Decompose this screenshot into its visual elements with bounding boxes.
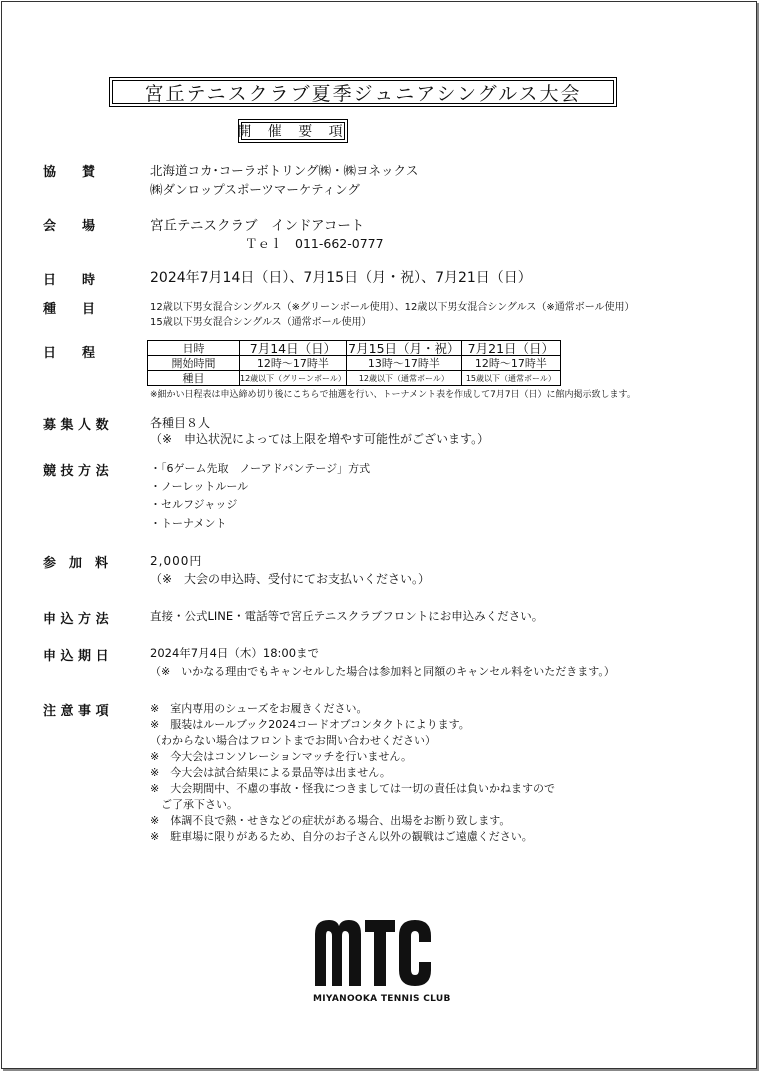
schedule-header-cell: 7月14日（日） bbox=[240, 341, 347, 356]
note-item: ※ 体調不良で熱・せきなどの症状がある場合、出場をお断り致します。 bbox=[150, 814, 511, 827]
club-logo bbox=[313, 916, 451, 1004]
format-item: ・「6ゲーム先取 ノーアドバンテージ」方式 bbox=[150, 462, 371, 475]
note-item: ※ 大会期間中、不慮の事故・怪我につきましては一切の責任は負いかねますので bbox=[150, 782, 555, 795]
apply-label: 申 込 方 法 bbox=[43, 612, 109, 627]
schedule-cell: 12時～17時半 bbox=[240, 356, 347, 371]
schedule-label: 日 程 bbox=[43, 346, 96, 361]
events-label: 種 目 bbox=[43, 302, 96, 317]
deadline-line1: 2024年7月4日（木）18:00まで bbox=[150, 646, 320, 660]
sponsor-label: 協 賛 bbox=[43, 165, 96, 180]
mtc-logo-mark bbox=[313, 916, 433, 988]
schedule-header-row bbox=[148, 341, 561, 356]
events-line2: 15歳以下男女混合シングルス（通常ボール使用） bbox=[150, 317, 372, 328]
note-item: ご了承下さい。 bbox=[150, 798, 238, 811]
schedule-header-cell: 7月21日（日） bbox=[461, 341, 560, 356]
capacity-label: 募 集 人 数 bbox=[43, 418, 109, 433]
page-subtitle: 開 催 要 項 bbox=[237, 124, 349, 140]
schedule-header-cell: 日時 bbox=[148, 341, 240, 356]
schedule-cell: 12時～17時半 bbox=[461, 356, 560, 371]
date-value: 2024年7月14日（日）、7月15日（月・祝）、7月21日（日） bbox=[150, 270, 532, 286]
fee-amount: 2,000円 bbox=[150, 554, 203, 568]
logo-club-name: MIYANOOKA TENNIS CLUB bbox=[313, 994, 451, 1004]
schedule-cell: 種目 bbox=[148, 371, 240, 386]
sponsor-line2: ㈱ダンロップスポーツマーケティング bbox=[150, 182, 360, 197]
venue-label: 会 場 bbox=[43, 219, 96, 234]
note-item: ※ 今大会は試合結果による景品等は出ません。 bbox=[150, 766, 391, 779]
notes-label: 注 意 事 項 bbox=[43, 704, 109, 719]
capacity-line2: （※ 申込状況によっては上限を増やす可能性がございます。） bbox=[150, 432, 490, 446]
fee-label: 参 加 料 bbox=[43, 556, 109, 571]
note-item: ※ 服装はルールブック2024コードオブコンタクトによります。 bbox=[150, 718, 470, 731]
date-label: 日 時 bbox=[43, 273, 96, 288]
deadline-line2: （※ いかなる理由でもキャンセルした場合は参加料と同額のキャンセル料をいただきます。） bbox=[150, 665, 615, 678]
note-item: ※ 駐車場に限りがあるため、自分のお子さん以外の観戦はご遠慮ください。 bbox=[150, 830, 533, 843]
deadline-label: 申 込 期 日 bbox=[43, 649, 109, 664]
schedule-note: ※細かい日程表は申込締め切り後にこちらで抽選を行い、トーナメント表を作成して7月7日（日）に館内掲示致します。 bbox=[150, 390, 636, 400]
sponsor-line1: 北海道コカ･コーラボトリング㈱・㈱ヨネックス bbox=[150, 163, 419, 178]
schedule-cell: 開始時間 bbox=[148, 356, 240, 371]
title-frame bbox=[109, 77, 617, 107]
note-item: ※ 室内専用のシューズをお履きください。 bbox=[150, 702, 368, 715]
note-item: ※ 今大会はコンソレーションマッチを行いません。 bbox=[150, 750, 412, 763]
note-item: （わからない場合はフロントまでお問い合わせください） bbox=[150, 734, 436, 747]
schedule-cell: 12歳以下（通常ボール） bbox=[346, 371, 461, 386]
subtitle-frame bbox=[238, 119, 348, 143]
format-label: 競 技 方 法 bbox=[43, 464, 109, 479]
schedule-cell: 13時～17時半 bbox=[346, 356, 461, 371]
schedule-cell: 15歳以下（通常ボール） bbox=[461, 371, 560, 386]
fee-note: （※ 大会の申込時、受付にてお支払いください。） bbox=[150, 572, 431, 586]
venue-line1: 宮丘テニスクラブ インドアコート bbox=[150, 218, 365, 234]
schedule-cell: 12歳以下（グリーンボール） bbox=[240, 371, 347, 386]
schedule-header-cell: 7月15日（月・祝） bbox=[348, 340, 460, 356]
schedule-table bbox=[147, 340, 561, 386]
apply-value: 直接・公式LINE・電話等で宮丘テニスクラブフロントにお申込みください。 bbox=[150, 609, 544, 623]
schedule-row bbox=[148, 371, 561, 386]
capacity-line1: 各種目８人 bbox=[150, 416, 211, 430]
format-item: ・トーナメント bbox=[150, 517, 227, 530]
page-title: 宮丘テニスクラブ夏季ジュニアシングルス大会 bbox=[112, 80, 614, 104]
format-item: ・ノーレットルール bbox=[150, 480, 249, 493]
events-line1: 12歳以下男女混合シングルス（※グリーンボール使用）、12歳以下男女混合シングルス（※通常ボール使用） bbox=[150, 302, 635, 313]
schedule-row bbox=[148, 356, 561, 371]
format-item: ・セルフジャッジ bbox=[150, 498, 238, 511]
venue-phone: Ｔｅｌ 011-662-0777 bbox=[245, 236, 384, 251]
